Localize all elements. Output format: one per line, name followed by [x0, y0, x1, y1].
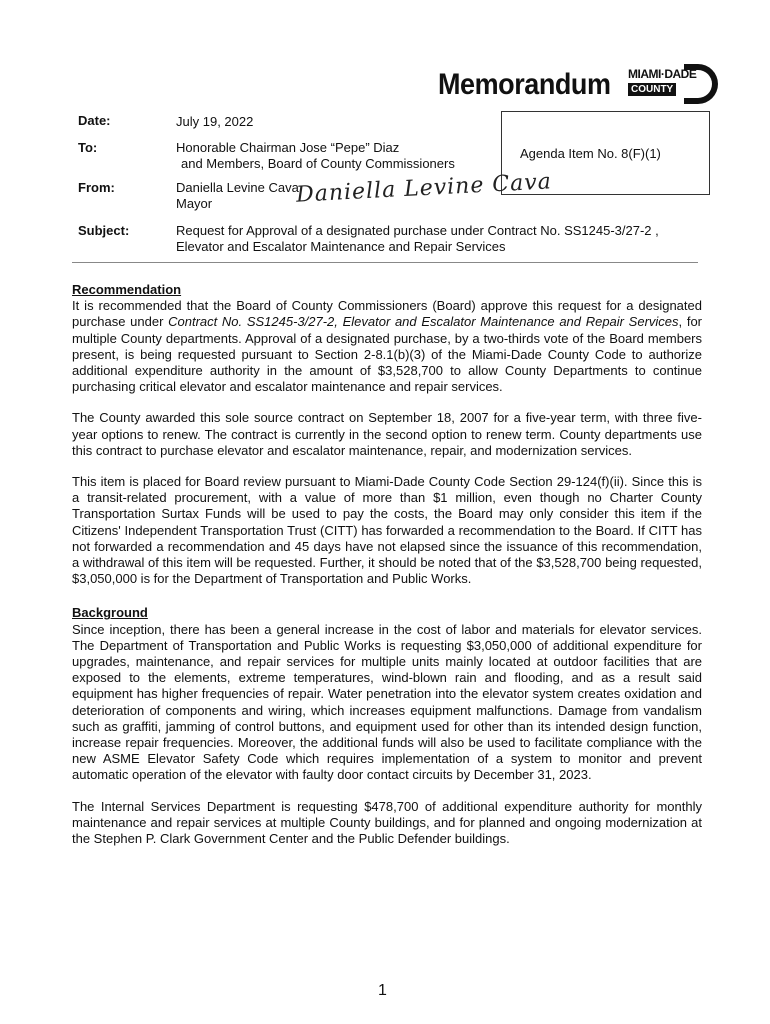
- to-line-2: and Members, Board of County Commissioners: [181, 156, 455, 171]
- subject-label: Subject:: [78, 223, 130, 238]
- background-paragraph-1: Since inception, there has been a general increase in the cost of labor and materials for elevator services. The Department of Transportation and Public Works is requesting $3,050,000 of additional expenditure for upgrades, maintenance, and repair services for multiple units mainly located at outdoor facilities that are exposed to the elements, extreme temperatures, wind-blown rain and flooding, and as a result said equipment has higher frequencies of repair. Water penetration into the elevator system creates oxidation and deterioration of components and wiring, which increases equipment malfunctions. Damage from vandalism such as graffiti, jamming of control buttons, and equipment used for other than its intended design function, increase repair frequencies. Moreover, the additional funds will also be used to facilitate compliance with the new ASME Elevator Safety Code which requires implementation of a system to monitor and prevent automatic operation of the elevator with faulty door contact circuits by December 31, 2023.: [72, 621, 702, 783]
- recommendation-paragraph-2: The County awarded this sole source contract on September 18, 2007 for a five-year term, with three five-year options to renew. The contract is currently in the second option to renew term. County departments use this contract to purchase elevator and escalator maintenance, repair, and modernization services.: [72, 410, 702, 458]
- subject-text: [176, 223, 659, 255]
- recommendation-heading: Recommendation: [72, 282, 182, 297]
- memo-body: [72, 282, 702, 862]
- rec-p1-contract-name: Contract No. SS1245-3/27-2, Elevator and Escalator Maintenance and Repair Services: [168, 314, 679, 330]
- to-label: To:: [78, 140, 98, 155]
- signature: Daniella Levine Cava: [295, 169, 553, 208]
- date-label: Date:: [78, 113, 111, 128]
- background-heading: Background: [72, 605, 148, 621]
- subject-line-1: Request for Approval of a designated purchase under Contract No. SS1245-3/27-2 ,: [176, 223, 659, 238]
- logo-text-line1: MIAMI·DADE: [628, 67, 697, 81]
- from-line-2: Mayor: [176, 196, 213, 211]
- date-value: July 19, 2022: [176, 114, 254, 129]
- rec-p1-text-a: It is recommended that the Board of County Commissioners (Board) approve this request for a designated purchase under: [72, 298, 702, 330]
- header-divider: [72, 262, 698, 263]
- from-sender: [176, 180, 299, 212]
- from-label: From:: [78, 180, 115, 195]
- agenda-item-text: Agenda Item No. 8(F)(1): [520, 146, 661, 161]
- background-paragraph-2: The Internal Services Department is requesting $478,700 of additional expenditure authority for monthly maintenance and repair services at multiple County buildings, and for planned and ongoing modernization at the Stephen P. Clark Government Center and the Public Defender buildings.: [72, 798, 702, 847]
- recommendation-paragraph-3: This item is placed for Board review pursuant to Miami-Dade County Code Section 29-124(f)(ii). Since this is a transit-related procurement, with a value of more than $1 million, even though no Charter County Transportation Surtax Funds will be used to pay the costs, the Board may only consider this item if the Citizens' Independent Transportation Trust (CITT) has forwarded a recommendation to the Board. If CITT has not forwarded a recommendation and 45 days have not elapsed since the issuance of this recommendation, a withdrawal of this item will be requested. Further, it should be noted that of the $3,528,700 being requested, $3,050,000 is for the Department of Transportation and Public Works.: [72, 474, 702, 587]
- logo-text-line2: COUNTY: [628, 83, 676, 96]
- page-number: 1: [378, 982, 387, 999]
- rec-p1-text-b: , for multiple County departments. Approval of a designated purchase, by a two-thirds vote of the Board members present, is being requested pursuant to Section 2-8.1(b)(3) of the Miami-Dade County Code to authorize additional expenditure authority in the amount of $3,528,700 to allow County Departments to continue purchasing critical elevator and escalator maintenance and repair services.: [72, 314, 702, 395]
- subject-line-2: Elevator and Escalator Maintenance and Repair Services: [176, 239, 506, 254]
- memo-title: Memorandum: [438, 68, 611, 101]
- from-line-1: Daniella Levine Cava: [176, 180, 299, 195]
- logo-arc-icon: [684, 64, 718, 104]
- recommendation-paragraph-1: [72, 298, 702, 395]
- to-recipient: [176, 140, 455, 172]
- miami-dade-logo: [626, 66, 722, 102]
- to-line-1: Honorable Chairman Jose “Pepe” Diaz: [176, 140, 400, 155]
